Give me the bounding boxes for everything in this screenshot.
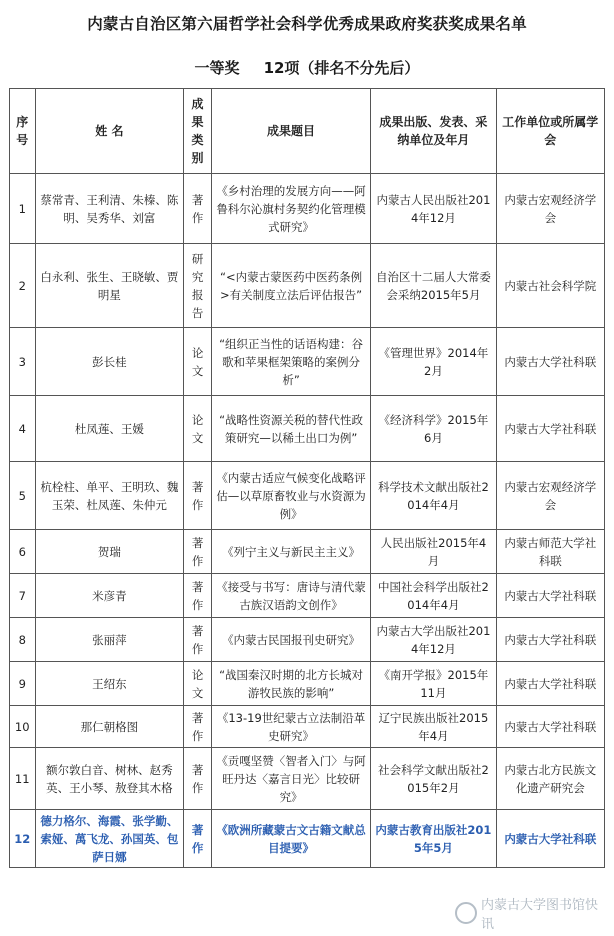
table-row (10, 462, 605, 530)
row-type: 论文 (184, 396, 212, 462)
row-unit: 内蒙古大学社科联 (496, 662, 604, 706)
row-publisher: 内蒙古人民出版社2014年12月 (371, 174, 496, 244)
table-row (10, 574, 605, 618)
row-name: 王绍东 (35, 662, 184, 706)
row-unit: 内蒙古大学社科联 (496, 618, 604, 662)
row-number: 2 (10, 244, 36, 328)
table-row (10, 530, 605, 574)
row-type: 研究报告 (184, 244, 212, 328)
table-row (10, 618, 605, 662)
row-number: 11 (10, 748, 36, 810)
row-type: 著作 (184, 706, 212, 748)
row-name: 杭栓柱、单平、王明玖、魏玉荣、杜凤莲、朱仲元 (35, 462, 184, 530)
row-title: 《内蒙古适应气候变化战略评估—以草原畜牧业与水资源为例》 (211, 462, 370, 530)
award-count: 12项（排名不分先后） (263, 59, 420, 77)
row-publisher: 内蒙古大学出版社2014年12月 (371, 618, 496, 662)
row-number: 10 (10, 706, 36, 748)
row-number: 1 (10, 174, 36, 244)
table-row (10, 748, 605, 810)
row-name: 白永利、张生、王晓敏、贾明星 (35, 244, 184, 328)
row-unit: 内蒙古大学社科联 (496, 396, 604, 462)
table-row (10, 706, 605, 748)
row-type: 著作 (184, 618, 212, 662)
row-type: 著作 (184, 810, 212, 868)
row-title: 《13-19世纪蒙古立法制沿革史研究》 (211, 706, 370, 748)
row-name: 杜凤莲、王媛 (35, 396, 184, 462)
row-title: 《内蒙古民国报刊史研究》 (211, 618, 370, 662)
table-row (10, 810, 605, 868)
row-name: 张丽萍 (35, 618, 184, 662)
row-type: 著作 (184, 462, 212, 530)
row-number: 8 (10, 618, 36, 662)
wechat-logo-icon (455, 902, 477, 924)
row-unit: 内蒙古社会科学院 (496, 244, 604, 328)
row-publisher: 人民出版社2015年4月 (371, 530, 496, 574)
row-name: 米彦青 (35, 574, 184, 618)
awards-table (9, 88, 605, 868)
row-title: “<内蒙古蒙医药中医药条例>有关制度立法后评估报告” (211, 244, 370, 328)
row-title: 《欧洲所藏蒙古文古籍文献总目提要》 (211, 810, 370, 868)
row-name: 德力格尔、海霞、张学勤、索娅、萬飞龙、孙国英、包萨日娜 (35, 810, 184, 868)
table-row (10, 244, 605, 328)
table-row (10, 328, 605, 396)
row-number: 6 (10, 530, 36, 574)
row-number: 7 (10, 574, 36, 618)
table-header-row (10, 89, 605, 174)
header-unit: 工作单位或所属学会 (496, 89, 604, 174)
row-title: 《接受与书写：唐诗与清代蒙古族汉语韵文创作》 (211, 574, 370, 618)
row-name: 彭长桂 (35, 328, 184, 396)
header-type: 成果类别 (184, 89, 212, 174)
header-publisher: 成果出版、发表、采纳单位及年月 (371, 89, 496, 174)
row-type: 著作 (184, 748, 212, 810)
document-title: 内蒙古自治区第六届哲学社会科学优秀成果政府奖获奖成果名单 (87, 15, 527, 33)
row-number: 12 (10, 810, 36, 868)
row-publisher: 内蒙古教育出版社2015年5月 (371, 810, 496, 868)
row-type: 著作 (184, 574, 212, 618)
row-title: “战国秦汉时期的北方长城对游牧民族的影响” (211, 662, 370, 706)
row-title: 《列宁主义与新民主主义》 (211, 530, 370, 574)
row-number: 5 (10, 462, 36, 530)
row-number: 4 (10, 396, 36, 462)
row-number: 9 (10, 662, 36, 706)
row-publisher: 《管理世界》2014年2月 (371, 328, 496, 396)
row-name: 蔡常青、王利清、朱榛、陈明、吴秀华、刘富 (35, 174, 184, 244)
row-type: 论文 (184, 662, 212, 706)
award-level: 一等奖 (194, 59, 240, 77)
row-unit: 内蒙古大学社科联 (496, 706, 604, 748)
row-publisher: 科学技术文献出版社2014年4月 (371, 462, 496, 530)
row-publisher: 中国社会科学出版社2014年4月 (371, 574, 496, 618)
row-title: “战略性资源关税的替代性政策研究—以稀土出口为例” (211, 396, 370, 462)
row-publisher: 社会科学文献出版社2015年2月 (371, 748, 496, 810)
row-unit: 内蒙古宏观经济学会 (496, 174, 604, 244)
row-name: 那仁朝格图 (35, 706, 184, 748)
row-title: 《贡嘎坚赞〈智者入门〉与阿旺丹达〈嘉言日光〉比较研究》 (211, 748, 370, 810)
row-unit: 内蒙古宏观经济学会 (496, 462, 604, 530)
row-unit: 内蒙古师范大学社科联 (496, 530, 604, 574)
row-name: 贺瑞 (35, 530, 184, 574)
row-publisher: 《经济科学》2015年6月 (371, 396, 496, 462)
row-title: “组织正当性的话语构建：谷歌和苹果框架策略的案例分析” (211, 328, 370, 396)
award-subtitle (0, 57, 614, 78)
watermark-text: 内蒙古大学图书馆快讯 (481, 898, 599, 932)
row-type: 著作 (184, 530, 212, 574)
header-title: 成果题目 (211, 89, 370, 174)
header-name: 姓 名 (35, 89, 184, 174)
row-number: 3 (10, 328, 36, 396)
table-row (10, 396, 605, 462)
row-publisher: 《南开学报》2015年11月 (371, 662, 496, 706)
row-title: 《乡村治理的发展方向——阿鲁科尔沁旗村务契约化管理模式研究》 (211, 174, 370, 244)
row-type: 论文 (184, 328, 212, 396)
row-name: 额尔敦白音、树林、赵秀英、王小琴、敖登其木格 (35, 748, 184, 810)
row-unit: 内蒙古大学社科联 (496, 810, 604, 868)
table-row (10, 174, 605, 244)
row-unit: 内蒙古北方民族文化遗产研究会 (496, 748, 604, 810)
table-row (10, 662, 605, 706)
row-type: 著作 (184, 174, 212, 244)
row-unit: 内蒙古大学社科联 (496, 574, 604, 618)
row-unit: 内蒙古大学社科联 (496, 328, 604, 396)
row-publisher: 自治区十二届人大常委会采纳2015年5月 (371, 244, 496, 328)
row-publisher: 辽宁民族出版社2015年4月 (371, 706, 496, 748)
header-number: 序号 (10, 89, 36, 174)
wechat-watermark (455, 893, 610, 933)
